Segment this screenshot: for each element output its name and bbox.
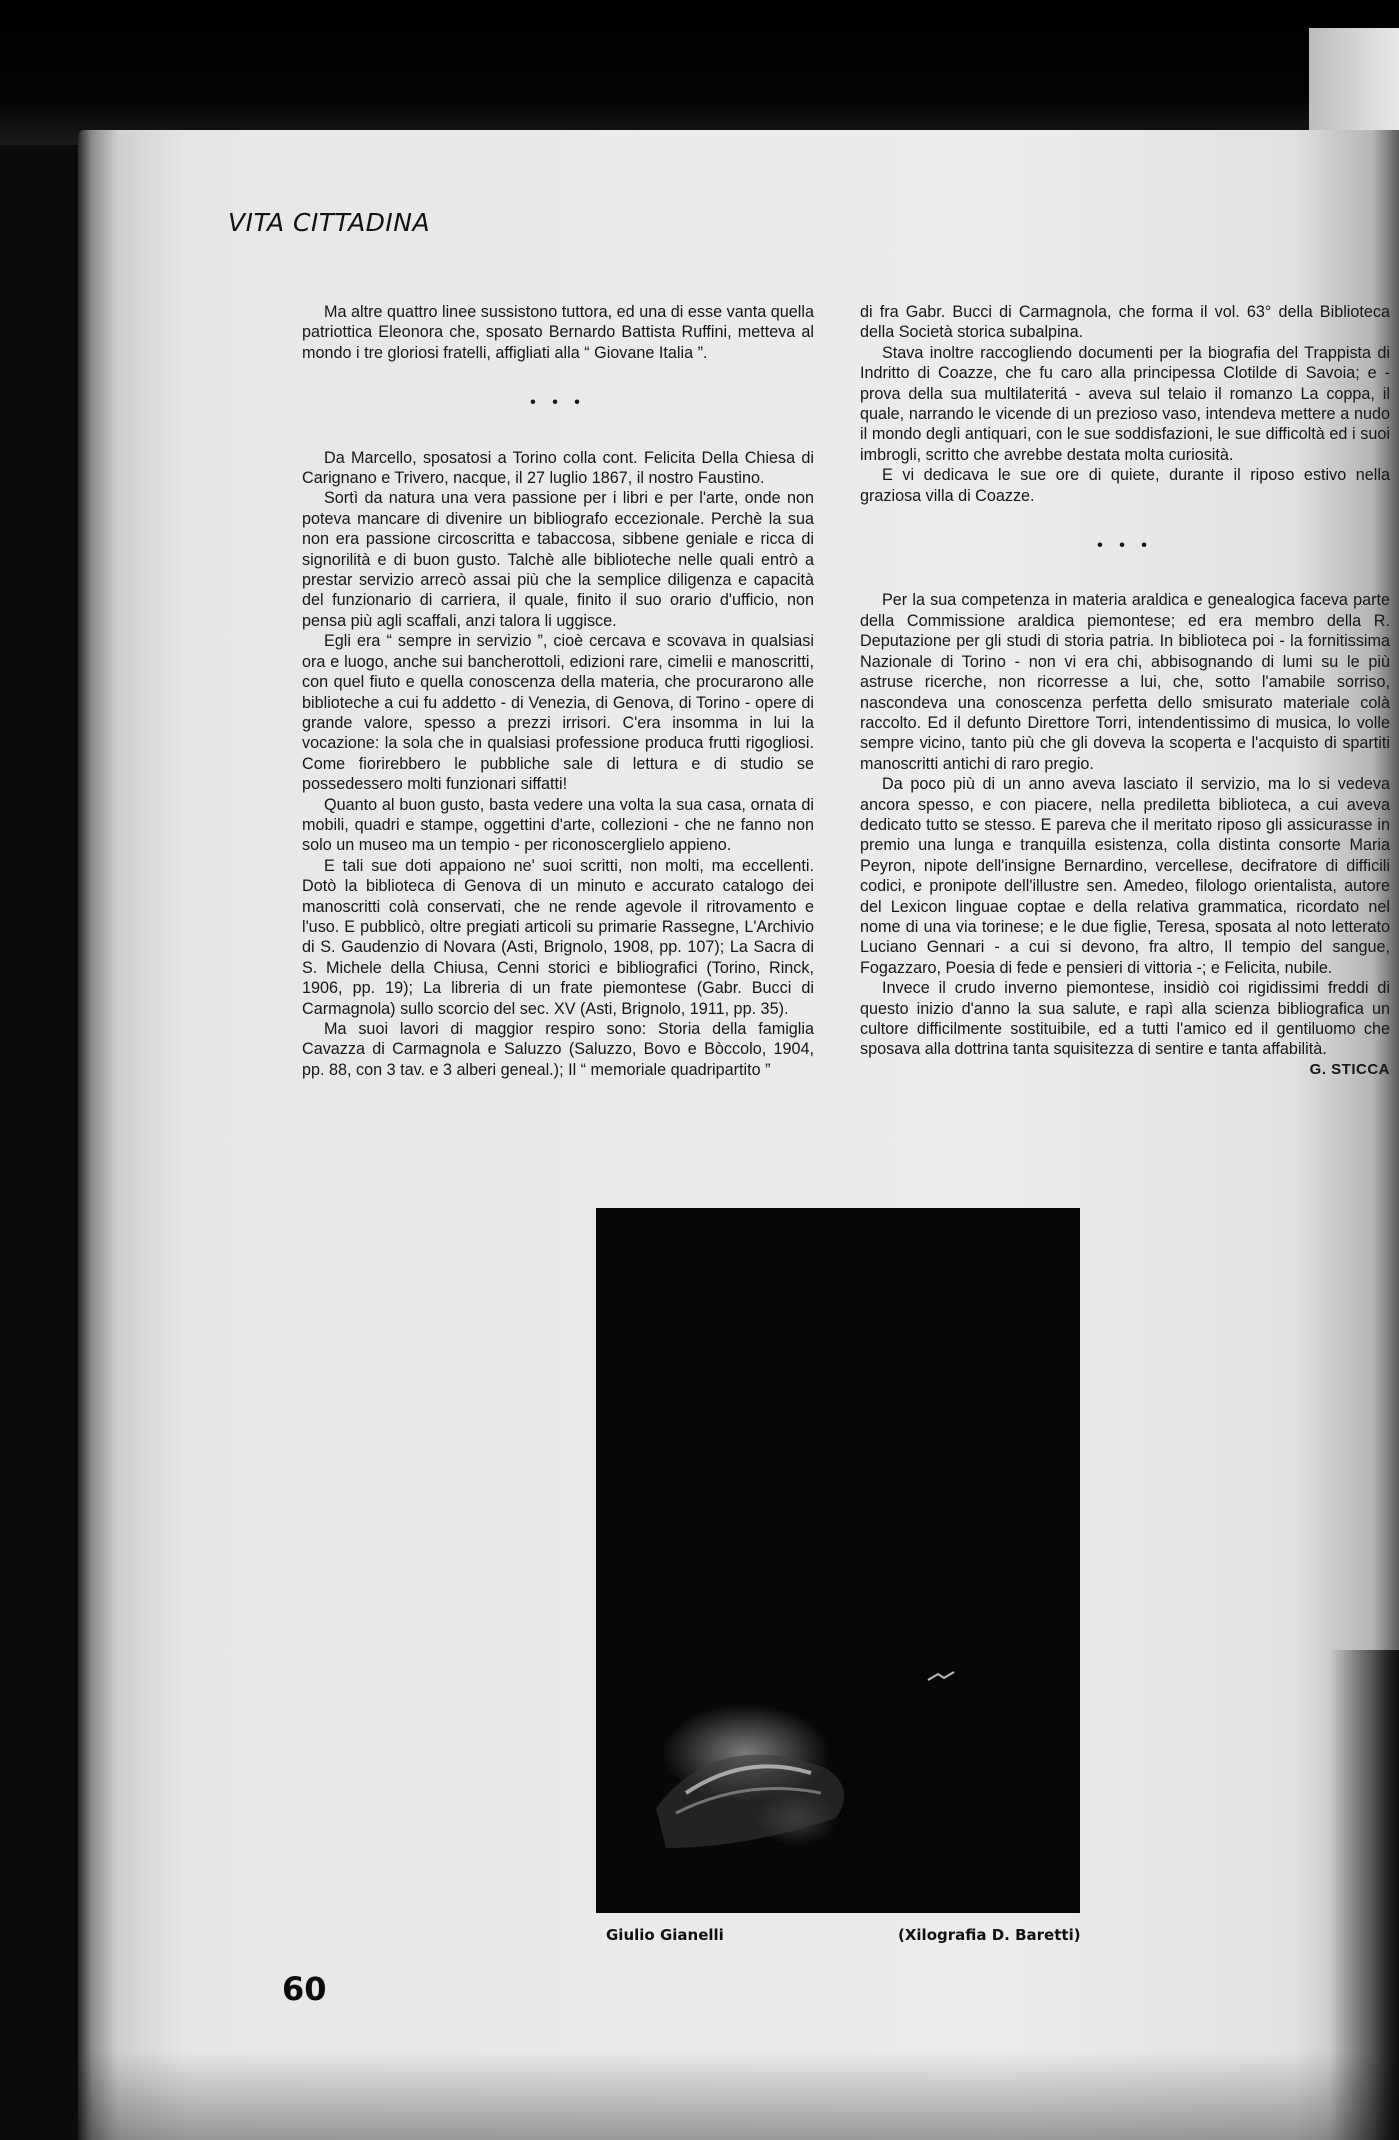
section-separator: • • • bbox=[530, 394, 586, 412]
image-paper-shape bbox=[596, 1208, 1080, 1913]
paragraph: Stava inoltre raccogliendo documenti per la biografia del Trappista di Indritto di Coazze, che fu caro alla principessa Clotilde di Savoia; e - prova della sua multilateritá - aveva sul telaio il romanzo La coppa, il quale, narrando le vicende di un prezioso vaso, intendeva mettere a nudo il mondo degli antiquari, con le sue soddisfazioni, le sue difficoltà ed i suoi imbrogli, scritto che avrebbe destata molta curiosità. bbox=[860, 343, 1390, 464]
paragraph: Da poco più di un anno aveva lasciato il servizio, ma lo si vedeva ancora spesso, e con piacere, nella prediletta biblioteca, a cui aveva dedicato tutto se stesso. E pareva che il meritato riposo gli assicurasse in premio una lunga e tranquilla esistenza, colla distinta consorte Maria Peyron, nipote dell'insigne Bernardino, vercellese, decifratore di difficili codici, e pronipote dell'illustre sen. Amedeo, filologo orientalista, autore del Lexicon linguae coptae e della relativa grammatica, ricordato nel nome di una via torinese; e le due figlie, Teresa, sposata al noto letterato Luciano Gennari - a cui si devono, fra altro, Il tempio del sangue, Fogazzaro, Poesia di fede e pensieri di vittoria -; e Felicita, nubile. bbox=[860, 775, 1390, 977]
paragraph: E tali sue doti appaiono ne' suoi scritti, non molti, ma eccellenti. Dotò la biblioteca di Genova di un minuto e accurato catalogo dei manoscritti colà conservati, che ne rende agevole il ritrovamento e l'uso. E pubblicò, oltre pregiati articoli su primarie Rassegne, L'Archivio di S. Gaudenzio di Novara (Asti, Brignolo, 1908, pp. 107); La Sacra di S. Michele della Chiusa, Cenni storici e bibliografici (Torino, Rinck, 1906, pp. 19); La libreria di un frate piemontese (Gabr. Bucci di Carmagnola) sullo scorcio del sec. XV (Asti, Brignolo, 1911, pp. 35). bbox=[302, 856, 814, 1018]
running-head: VITA CITTADINA bbox=[228, 208, 431, 237]
photo-caption-credit: (Xilografia D. Baretti) bbox=[898, 1926, 1081, 1944]
paragraph: E vi dedicava le sue ore di quiete, durante il riposo estivo nella graziosa villa di Coazze. bbox=[860, 466, 1390, 505]
paragraph: Ma suoi lavori di maggior respiro sono: Storia della famiglia Cavazza di Carmagnola e Saluzzo (Saluzzo, Bovo e Bòccolo, 1904, pp. 88, con 3 tav. e 3 alberi geneal.); Il “ memoriale quadripartito ” bbox=[302, 1020, 814, 1079]
right-column bbox=[860, 302, 1390, 1080]
paragraph: Per la sua competenza in materia araldica e genealogica faceva parte della Commissione araldica piemontese; ed era membro della R. Deputazione per gli studi di storia patria. In biblioteca poi - la fornitissima Nazionale di Torino - non vi era chi, abbisognando di lumi su le più astruse ricerche, non ricorresse a lui, che, sotto l'amabile sorriso, nascondeva una conoscenza perfetta dello smisurato materiale colà raccolto. Ed il defunto Direttore Torri, intendentissimo di musica, lo volle sempre vicino, tanto più che gli doveva la scoperta e l'acquisto di spartiti manoscritti antichi di raro pregio. bbox=[860, 591, 1390, 773]
paragraph: Sortì da natura una vera passione per i libri e per l'arte, onde non poteva mancare di divenire un bibliografo eccezionale. Perchè la sua non era passione circoscritta e tabaccosa, sibbene geniale e ricca di signorilità e di buon gusto. Talchè alle biblioteche nelle quali entrò a prestar servizio arrecò assai più che la semplice diligenza e capacità del funzionario di carriera, il quale, finito il suo orario d'ufficio, non pensa più agli scaffali, anzi talora li uggisce. bbox=[302, 489, 814, 630]
paragraph: di fra Gabr. Bucci di Carmagnola, che forma il vol. 63° della Biblioteca della Società storica subalpina. bbox=[860, 303, 1390, 342]
page-number: 60 bbox=[282, 1970, 327, 2008]
scan-top-border bbox=[0, 0, 1399, 145]
author-signature: G. STICCA bbox=[1309, 1060, 1390, 1078]
photo-caption-artist: Giulio Gianelli bbox=[606, 1926, 724, 1944]
paragraph: Ma altre quattro linee sussistono tuttora, ed una di esse vanta quella patriottica Eleonora che, sposato Bernardo Battista Ruffini, metteva al mondo i tre gloriosi fratelli, affigliati alla “ Giovane Italia ”. bbox=[302, 303, 814, 362]
left-column bbox=[302, 302, 814, 1080]
paragraph: Quanto al buon gusto, basta vedere una volta la sua casa, ornata di mobili, quadri e stampe, oggettini d'arte, collezioni - che ne fanno non solo un museo ma un tempio - per riconoscerglielo appieno. bbox=[302, 795, 814, 855]
woodcut-image bbox=[596, 1208, 1080, 1913]
paragraph: Da Marcello, sposatosi a Torino colla cont. Felicita Della Chiesa di Carignano e Trivero, nacque, il 27 luglio 1867, il nostro Faustino. bbox=[302, 448, 814, 488]
scan-corner-highlight bbox=[1309, 28, 1399, 146]
scan-bottom-shadow bbox=[78, 2050, 1399, 2140]
paragraph: Invece il crudo inverno piemontese, insidiò coi rigidissimi freddi di questo inizio d'anno la sua salute, e rapì alla scienza bibliografica un cultore difficilmente sostituibile, ed a tutti l'amico ed il gentiluomo che sposava alla dottrina tanta squisitezza di sentire e tanta affabilità. bbox=[860, 979, 1390, 1059]
section-separator: • • • bbox=[1097, 537, 1153, 555]
paragraph: Egli era “ sempre in servizio ”, cioè cercava e scovava in qualsiasi ora e luogo, anche sui bancherottoli, edizioni rare, cimelii e manoscritti, con quel fiuto e quella conoscenza della materia, che procurarono alle biblioteche a cui fu addetto - di Venezia, di Genova, di Torino - opere di grande valore, spesso a prezzi irrisori. C'era insomma in lui la vocazione: la sola che in qualsiasi professione produca frutti rigogliosi. Come fiorirebbero le pubbliche sale di lettura e di studio se possedessero molti funzionari siffatti! bbox=[302, 632, 814, 794]
